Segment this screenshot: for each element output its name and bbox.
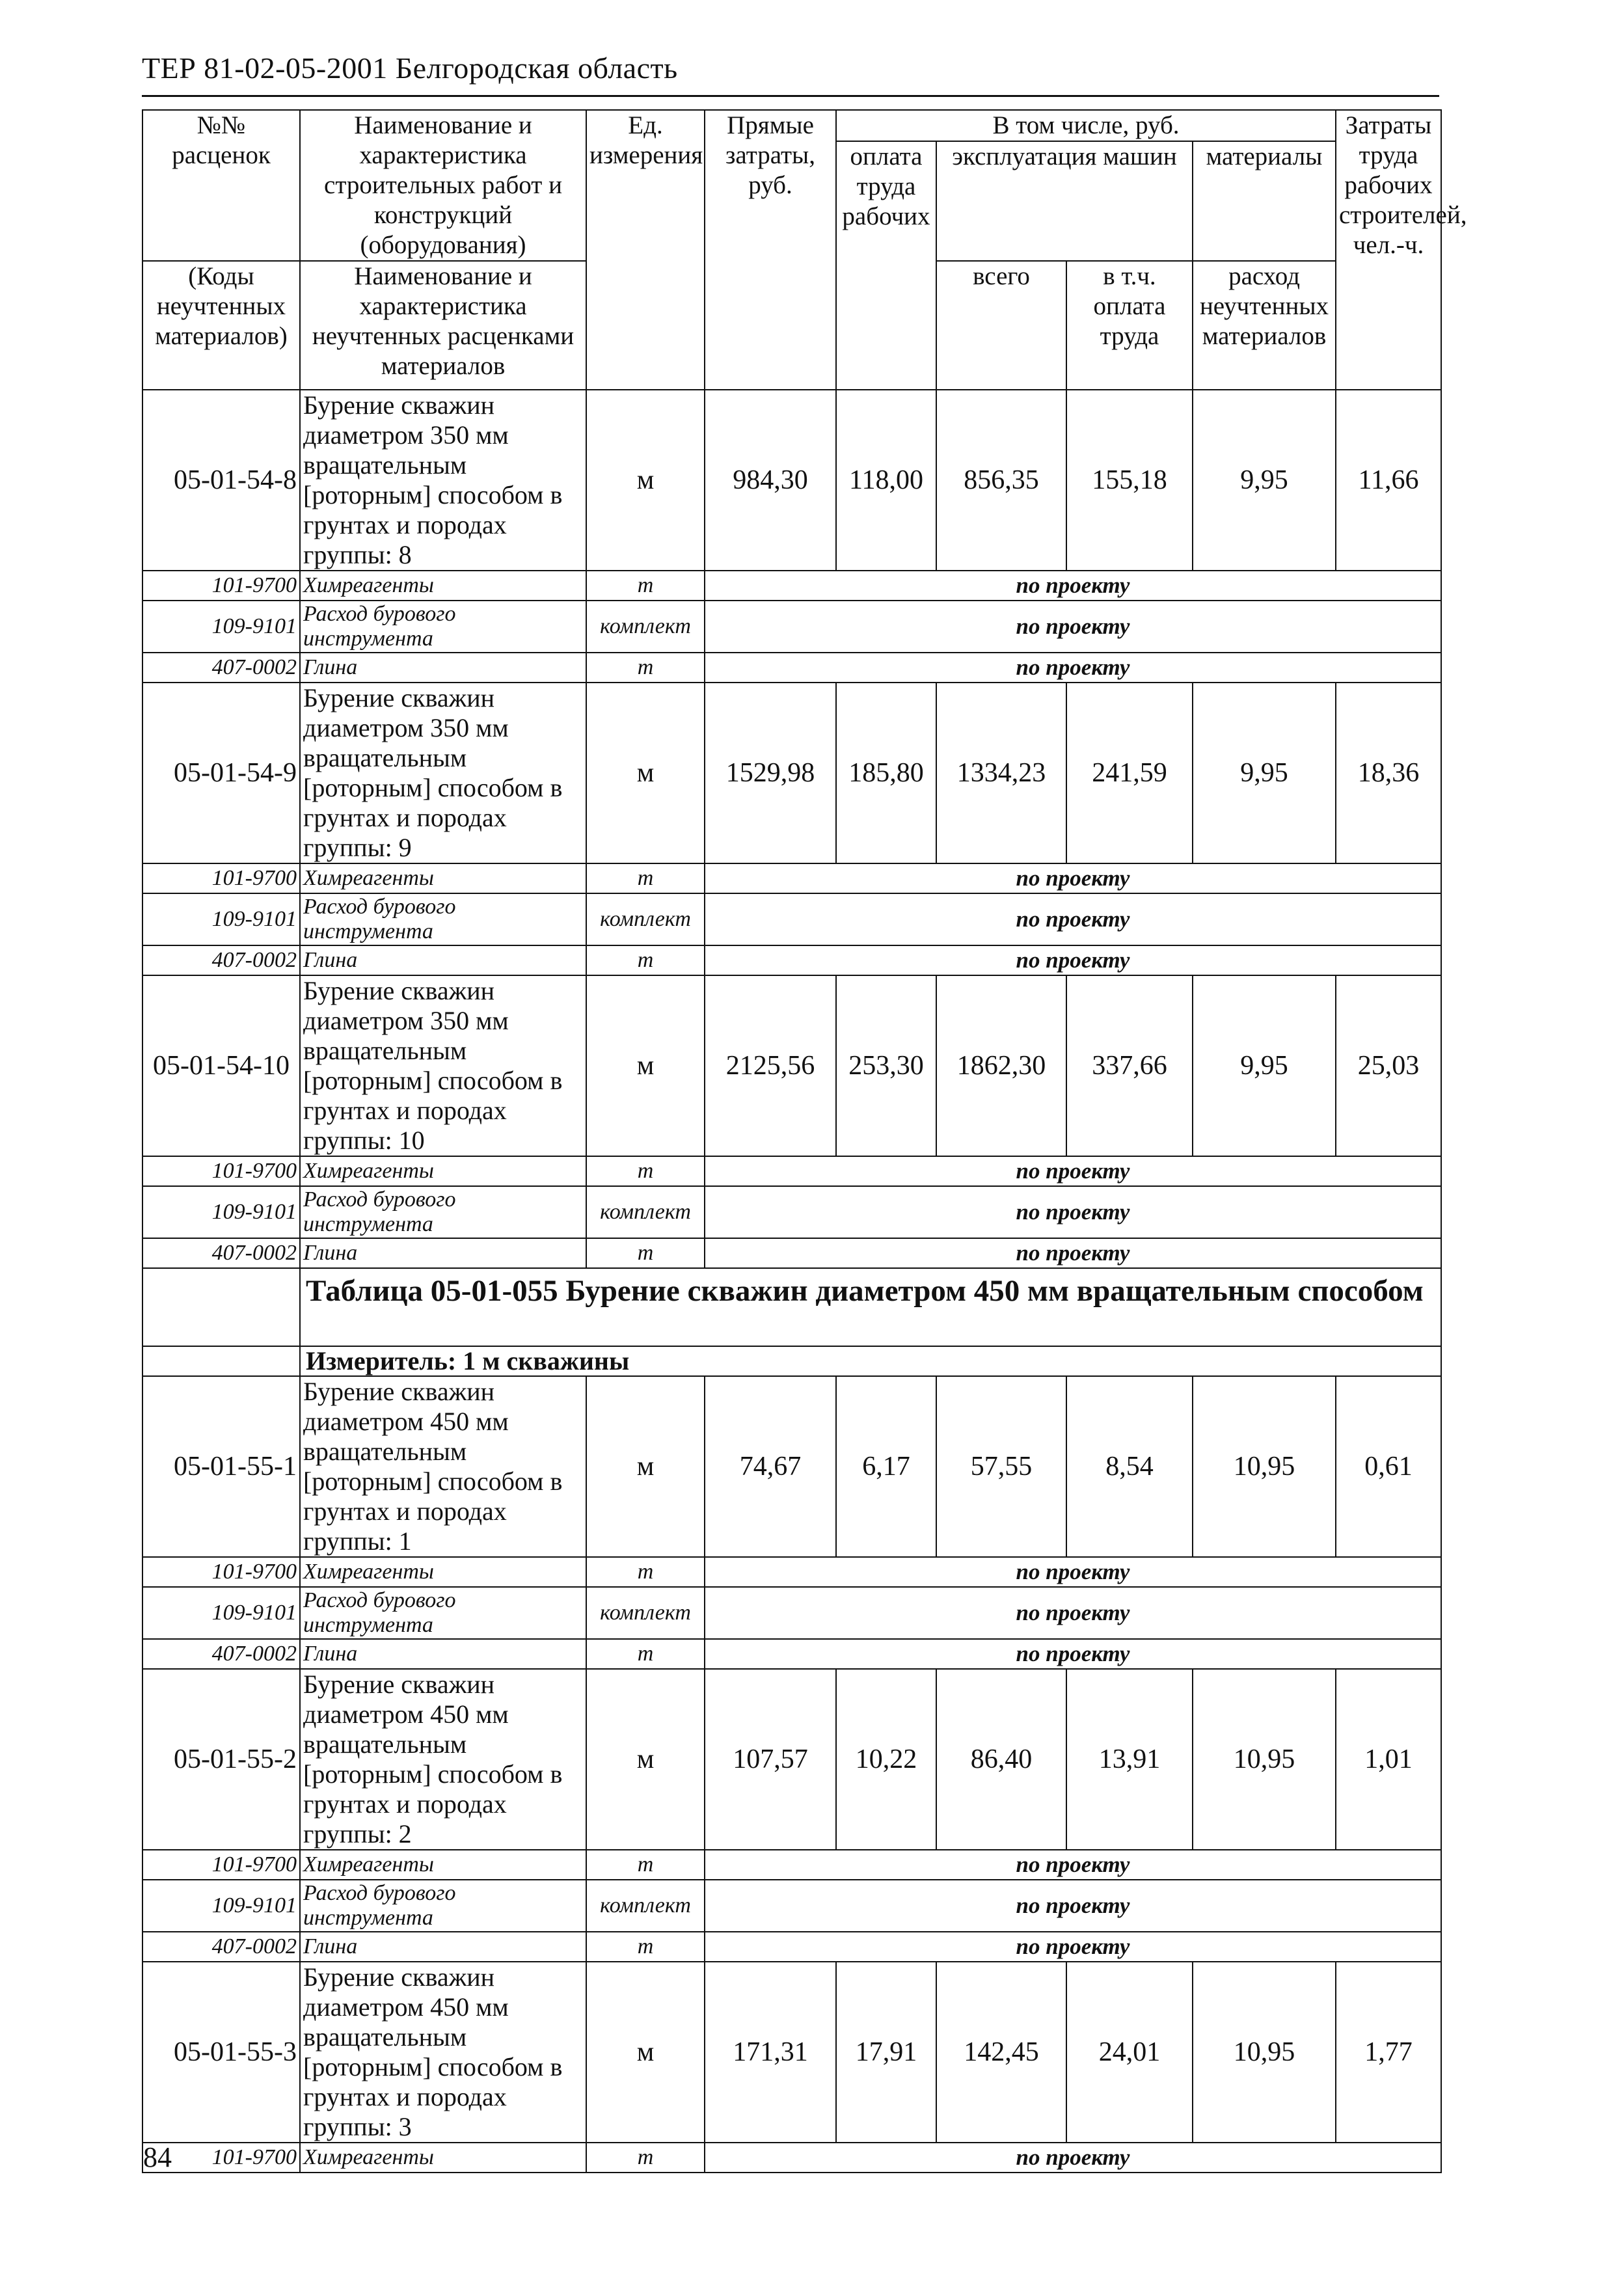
- rates-table: [142, 109, 1467, 2173]
- material-row: [142, 2143, 1441, 2173]
- material-name: Химреагенты: [300, 1850, 586, 1880]
- material-name: Глина: [300, 945, 586, 975]
- material-row: [142, 893, 1441, 945]
- section-measure-spacer: [142, 1346, 300, 1376]
- material-row: [142, 1186, 1441, 1238]
- material-name: Расход бурового инструмента: [300, 1880, 586, 1932]
- material-per-project: по проекту: [705, 571, 1441, 601]
- rate-labor: 11,66: [1336, 390, 1441, 571]
- material-unit: комплект: [586, 1587, 705, 1639]
- document-header: ТЕР 81-02-05-2001 Белгородская область: [142, 51, 678, 85]
- rate-direct: 107,57: [705, 1669, 836, 1850]
- rate-code: 05-01-54-10: [142, 975, 300, 1156]
- material-row: [142, 1639, 1441, 1669]
- material-name: Химреагенты: [300, 571, 586, 601]
- material-row: [142, 571, 1441, 601]
- material-name: Расход бурового инструмента: [300, 893, 586, 945]
- section-measure: Измеритель: 1 м скважины: [300, 1346, 1441, 1376]
- col-header-wage: оплата труда рабочих: [836, 141, 936, 390]
- material-code: 109-9101: [142, 893, 300, 945]
- col-header-code: №№ расценок: [142, 110, 300, 261]
- page-number: 84: [143, 2141, 172, 2173]
- header-row-1: [142, 110, 1441, 141]
- material-row: [142, 653, 1441, 683]
- material-code: 101-9700: [142, 2143, 300, 2173]
- header-rule: [142, 95, 1439, 97]
- material-row: [142, 1932, 1441, 1962]
- rate-wage: 17,91: [836, 1962, 936, 2143]
- rate-direct: 171,31: [705, 1962, 836, 2143]
- material-unit: т: [586, 1639, 705, 1669]
- material-unit: комплект: [586, 601, 705, 653]
- material-name: Расход бурового инструмента: [300, 601, 586, 653]
- col-header-mat-name: Наименование и характеристика неучтенных расценками материалов: [300, 261, 586, 390]
- material-per-project: по проекту: [705, 2143, 1441, 2173]
- material-name: Расход бурового инструмента: [300, 1587, 586, 1639]
- material-unit: т: [586, 945, 705, 975]
- material-per-project: по проекту: [705, 1587, 1441, 1639]
- rate-name: Бурение скважин диаметром 350 мм вращательным [роторным] способом в грунтах и породах группы: 8: [300, 390, 586, 571]
- material-code: 407-0002: [142, 1932, 300, 1962]
- rate-machines-wage: 155,18: [1066, 390, 1193, 571]
- rate-code: 05-01-55-3: [142, 1962, 300, 2143]
- material-code: 109-9101: [142, 1186, 300, 1238]
- material-code: 101-9700: [142, 1557, 300, 1587]
- col-header-mat-expense: расход неучтенных материалов: [1193, 261, 1336, 390]
- section-measure-row: [142, 1346, 1441, 1376]
- rate-materials: 9,95: [1193, 390, 1336, 571]
- material-row: [142, 863, 1441, 893]
- material-row: [142, 1238, 1441, 1268]
- rate-materials: 9,95: [1193, 975, 1336, 1156]
- rate-machines: 142,45: [936, 1962, 1066, 2143]
- rate-wage: 118,00: [836, 390, 936, 571]
- material-unit: комплект: [586, 893, 705, 945]
- rate-wage: 185,80: [836, 683, 936, 863]
- rate-name: Бурение скважин диаметром 350 мм вращательным [роторным] способом в грунтах и породах группы: 9: [300, 683, 586, 863]
- table-row: [142, 975, 1441, 1156]
- rate-labor: 25,03: [1336, 975, 1441, 1156]
- material-unit: т: [586, 1850, 705, 1880]
- rate-direct: 74,67: [705, 1376, 836, 1557]
- material-unit: т: [586, 1238, 705, 1268]
- material-per-project: по проекту: [705, 1639, 1441, 1669]
- rate-name: Бурение скважин диаметром 450 мм вращательным [роторным] способом в грунтах и породах группы: 3: [300, 1962, 586, 2143]
- material-per-project: по проекту: [705, 1156, 1441, 1186]
- rate-unit: м: [586, 1962, 705, 2143]
- rate-machines: 1334,23: [936, 683, 1066, 863]
- material-row: [142, 1557, 1441, 1587]
- table-row: [142, 390, 1441, 571]
- material-code: 407-0002: [142, 1238, 300, 1268]
- rate-unit: м: [586, 683, 705, 863]
- material-per-project: по проекту: [705, 945, 1441, 975]
- rate-labor: 1,77: [1336, 1962, 1441, 2143]
- rate-machines-wage: 8,54: [1066, 1376, 1193, 1557]
- rate-name: Бурение скважин диаметром 450 мм вращательным [роторным] способом в грунтах и породах группы: 2: [300, 1669, 586, 1850]
- material-unit: т: [586, 2143, 705, 2173]
- material-code: 109-9101: [142, 1587, 300, 1639]
- section-title-row: [142, 1268, 1441, 1346]
- material-name: Глина: [300, 1238, 586, 1268]
- rate-materials: 10,95: [1193, 1669, 1336, 1850]
- rate-machines-wage: 24,01: [1066, 1962, 1193, 2143]
- col-header-machines-wage: в т.ч. оплата труда: [1066, 261, 1193, 390]
- material-per-project: по проекту: [705, 601, 1441, 653]
- rate-code: 05-01-54-9: [142, 683, 300, 863]
- material-unit: т: [586, 863, 705, 893]
- rate-labor: 1,01: [1336, 1669, 1441, 1850]
- material-name: Глина: [300, 1639, 586, 1669]
- table-row: [142, 1669, 1441, 1850]
- material-per-project: по проекту: [705, 1238, 1441, 1268]
- col-header-materials: материалы: [1193, 141, 1336, 261]
- rate-machines: 856,35: [936, 390, 1066, 571]
- table-row: [142, 683, 1441, 863]
- material-name: Расход бурового инструмента: [300, 1186, 586, 1238]
- material-row: [142, 945, 1441, 975]
- rate-materials: 9,95: [1193, 683, 1336, 863]
- material-code: 101-9700: [142, 571, 300, 601]
- rate-wage: 6,17: [836, 1376, 936, 1557]
- rate-materials: 10,95: [1193, 1376, 1336, 1557]
- material-unit: комплект: [586, 1880, 705, 1932]
- col-header-direct: Прямые затраты, руб.: [705, 110, 836, 390]
- rate-name: Бурение скважин диаметром 450 мм вращательным [роторным] способом в грунтах и породах группы: 1: [300, 1376, 586, 1557]
- rate-direct: 984,30: [705, 390, 836, 571]
- material-name: Химреагенты: [300, 2143, 586, 2173]
- material-per-project: по проекту: [705, 1557, 1441, 1587]
- material-name: Химреагенты: [300, 1156, 586, 1186]
- material-name: Глина: [300, 1932, 586, 1962]
- material-name: Химреагенты: [300, 1557, 586, 1587]
- material-row: [142, 601, 1441, 653]
- material-row: [142, 1156, 1441, 1186]
- material-name: Глина: [300, 653, 586, 683]
- material-unit: комплект: [586, 1186, 705, 1238]
- material-unit: т: [586, 1156, 705, 1186]
- rate-code: 05-01-55-2: [142, 1669, 300, 1850]
- material-row: [142, 1587, 1441, 1639]
- material-unit: т: [586, 653, 705, 683]
- material-per-project: по проекту: [705, 1850, 1441, 1880]
- section-title: Таблица 05-01-055 Бурение скважин диаметром 450 мм вращательным способом: [300, 1268, 1441, 1346]
- material-code: 101-9700: [142, 1850, 300, 1880]
- material-unit: т: [586, 1932, 705, 1962]
- rate-labor: 0,61: [1336, 1376, 1441, 1557]
- col-header-labor: Затраты труда рабочих строителей, чел.-ч.: [1336, 110, 1441, 390]
- rate-unit: м: [586, 1376, 705, 1557]
- rate-machines-wage: 13,91: [1066, 1669, 1193, 1850]
- material-unit: т: [586, 1557, 705, 1587]
- col-header-mat-code: (Коды неучтенных материалов): [142, 261, 300, 390]
- material-code: 407-0002: [142, 945, 300, 975]
- material-per-project: по проекту: [705, 653, 1441, 683]
- material-code: 101-9700: [142, 863, 300, 893]
- material-code: 109-9101: [142, 601, 300, 653]
- rate-direct: 1529,98: [705, 683, 836, 863]
- rate-machines: 86,40: [936, 1669, 1066, 1850]
- rate-code: 05-01-55-1: [142, 1376, 300, 1557]
- material-code: 407-0002: [142, 653, 300, 683]
- table-row: [142, 1376, 1441, 1557]
- col-header-machines-total: всего: [936, 261, 1066, 390]
- rate-unit: м: [586, 975, 705, 1156]
- col-header-incl: В том числе, руб.: [836, 110, 1336, 141]
- section-title-spacer: [142, 1268, 300, 1346]
- rate-machines: 1862,30: [936, 975, 1066, 1156]
- rate-unit: м: [586, 1669, 705, 1850]
- material-per-project: по проекту: [705, 1880, 1441, 1932]
- material-row: [142, 1880, 1441, 1932]
- rate-machines: 57,55: [936, 1376, 1066, 1557]
- rate-machines-wage: 241,59: [1066, 683, 1193, 863]
- material-per-project: по проекту: [705, 1186, 1441, 1238]
- table-row: [142, 1962, 1441, 2143]
- col-header-machines: эксплуатация машин: [936, 141, 1193, 261]
- material-code: 407-0002: [142, 1639, 300, 1669]
- col-header-name: Наименование и характеристика строительных работ и конструкций (оборудования): [300, 110, 586, 261]
- rate-wage: 253,30: [836, 975, 936, 1156]
- material-row: [142, 1850, 1441, 1880]
- rate-wage: 10,22: [836, 1669, 936, 1850]
- rate-direct: 2125,56: [705, 975, 836, 1156]
- material-per-project: по проекту: [705, 1932, 1441, 1962]
- material-code: 109-9101: [142, 1880, 300, 1932]
- material-name: Химреагенты: [300, 863, 586, 893]
- rate-labor: 18,36: [1336, 683, 1441, 863]
- rate-machines-wage: 337,66: [1066, 975, 1193, 1156]
- rate-unit: м: [586, 390, 705, 571]
- rate-materials: 10,95: [1193, 1962, 1336, 2143]
- rate-name: Бурение скважин диаметром 350 мм вращательным [роторным] способом в грунтах и породах группы: 10: [300, 975, 586, 1156]
- rate-code: 05-01-54-8: [142, 390, 300, 571]
- material-code: 101-9700: [142, 1156, 300, 1186]
- col-header-unit: Ед. измерения: [586, 110, 705, 390]
- material-unit: т: [586, 571, 705, 601]
- material-per-project: по проекту: [705, 863, 1441, 893]
- material-per-project: по проекту: [705, 893, 1441, 945]
